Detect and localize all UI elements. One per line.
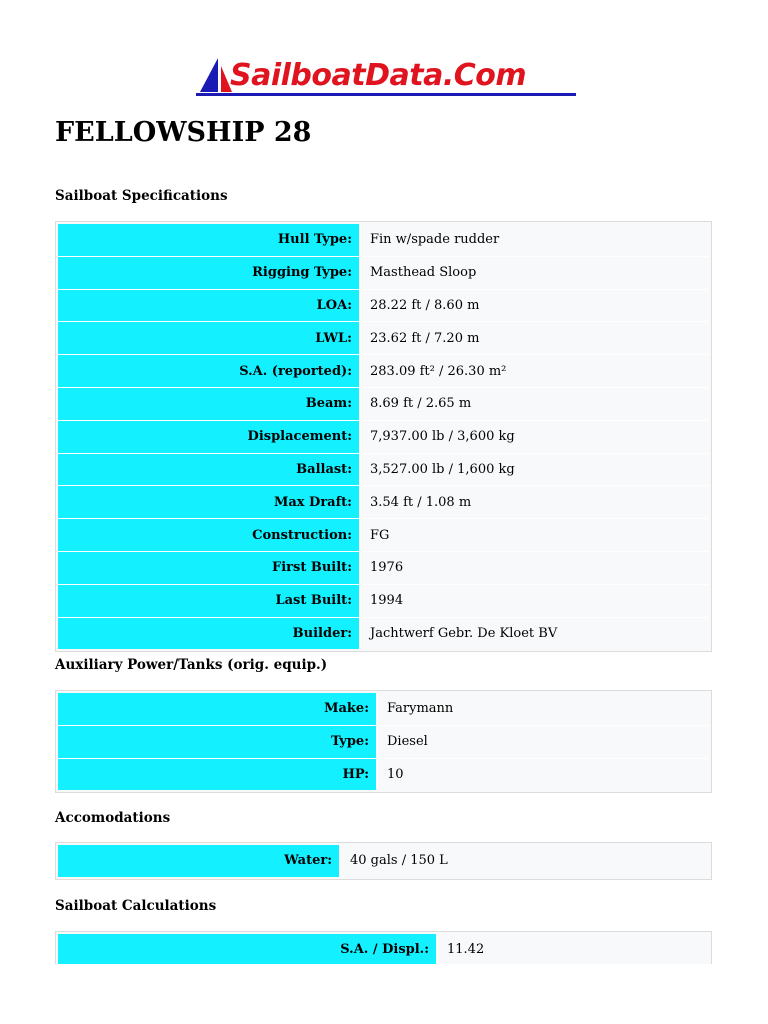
row-label: Hull Type: xyxy=(58,224,361,256)
row-label: Rigging Type: xyxy=(58,257,361,289)
row-label: Last Built: xyxy=(58,585,361,617)
table-row xyxy=(58,354,709,387)
row-value: 10 xyxy=(378,759,709,791)
table-row xyxy=(58,485,709,518)
table-row xyxy=(58,551,709,584)
row-value: 11.42 xyxy=(438,934,709,964)
table-row xyxy=(58,289,709,322)
row-value: Fin w/spade rudder xyxy=(361,224,709,256)
site-logo[interactable] xyxy=(196,56,580,100)
row-label: First Built: xyxy=(58,552,361,584)
section-title-auxiliary: Auxiliary Power/Tanks (orig. equip.) xyxy=(55,657,328,673)
row-value: Masthead Sloop xyxy=(361,257,709,289)
row-label: Beam: xyxy=(58,388,361,420)
specifications-table xyxy=(55,221,712,652)
row-value: 3.54 ft / 1.08 m xyxy=(361,486,709,518)
table-row xyxy=(58,321,709,354)
row-label: HP: xyxy=(58,759,378,791)
row-value: 8.69 ft / 2.65 m xyxy=(361,388,709,420)
row-label: Builder: xyxy=(58,618,361,650)
table-row xyxy=(58,224,709,256)
row-label: Displacement: xyxy=(58,421,361,453)
table-row xyxy=(58,387,709,420)
row-label: Ballast: xyxy=(58,454,361,486)
row-value: Jachtwerf Gebr. De Kloet BV xyxy=(361,618,709,650)
section-title-calculations: Sailboat Calculations xyxy=(55,898,217,914)
table-row xyxy=(58,453,709,486)
row-value: Farymann xyxy=(378,693,709,725)
row-label: LOA: xyxy=(58,290,361,322)
row-value: 28.22 ft / 8.60 m xyxy=(361,290,709,322)
table-row xyxy=(58,758,709,791)
row-value: 23.62 ft / 7.20 m xyxy=(361,322,709,354)
row-value: 7,937.00 lb / 3,600 kg xyxy=(361,421,709,453)
row-value: 1994 xyxy=(361,585,709,617)
table-row xyxy=(58,420,709,453)
row-value: 40 gals / 150 L xyxy=(341,845,709,877)
row-value: FG xyxy=(361,519,709,551)
row-label: S.A. (reported): xyxy=(58,355,361,387)
row-value: 1976 xyxy=(361,552,709,584)
section-title-accomodations: Accomodations xyxy=(55,810,171,826)
logo-underline xyxy=(196,93,576,96)
row-label: Max Draft: xyxy=(58,486,361,518)
row-label: Make: xyxy=(58,693,378,725)
table-row xyxy=(58,617,709,650)
row-label: S.A. / Displ.: xyxy=(58,934,438,964)
row-label: Construction: xyxy=(58,519,361,551)
table-row xyxy=(58,256,709,289)
section-title-specifications: Sailboat Specifications xyxy=(55,188,228,204)
table-row xyxy=(58,934,709,964)
row-label: LWL: xyxy=(58,322,361,354)
table-row xyxy=(58,845,709,877)
row-label: Type: xyxy=(58,726,378,758)
table-row xyxy=(58,518,709,551)
row-label: Water: xyxy=(58,845,341,877)
row-value: 283.09 ft² / 26.30 m² xyxy=(361,355,709,387)
table-row xyxy=(58,584,709,617)
accomodations-table xyxy=(55,842,712,880)
auxiliary-table xyxy=(55,690,712,793)
page-title: FELLOWSHIP 28 xyxy=(55,117,312,148)
table-row xyxy=(58,725,709,758)
table-row xyxy=(58,693,709,725)
logo-text: SailboatData.Com xyxy=(230,58,527,93)
row-value: Diesel xyxy=(378,726,709,758)
calculations-table xyxy=(55,931,712,964)
row-value: 3,527.00 lb / 1,600 kg xyxy=(361,454,709,486)
